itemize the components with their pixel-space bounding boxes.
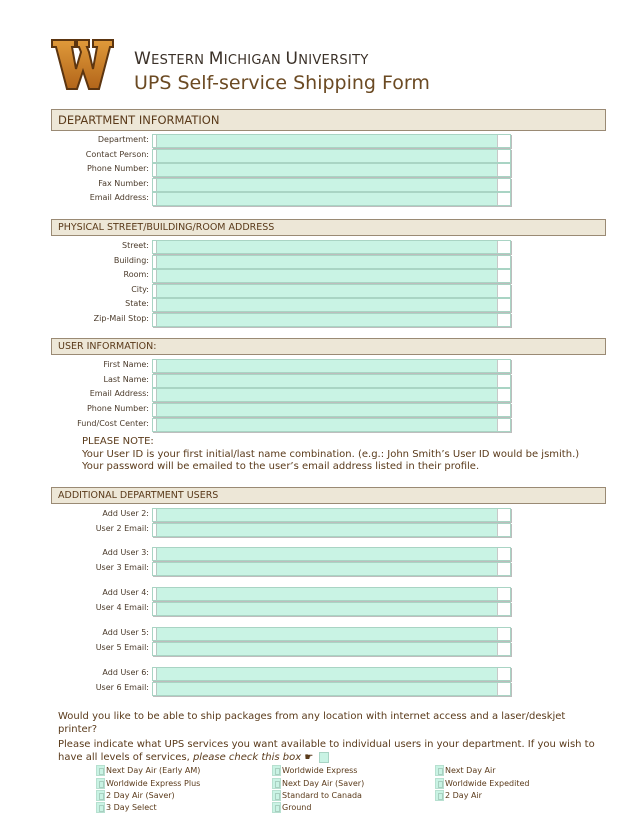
fund-cost-center-field[interactable]	[152, 418, 511, 432]
department-field[interactable]	[152, 134, 511, 148]
add-user-3-field[interactable]	[152, 547, 511, 561]
field-label: Phone Number:	[86, 404, 149, 413]
field-label: First Name:	[103, 360, 149, 369]
dept-phone-field[interactable]	[152, 163, 511, 177]
form-row	[0, 547, 640, 561]
field-label: Building:	[113, 256, 149, 265]
checkbox[interactable]	[272, 765, 281, 776]
form-row	[0, 642, 640, 656]
service-option[interactable]: Worldwide Expedited	[435, 778, 529, 789]
form-row	[0, 269, 640, 283]
building-field[interactable]	[152, 255, 511, 269]
form-row	[0, 682, 640, 696]
field-label: User 3 Email:	[95, 563, 149, 572]
user-6-email-field[interactable]	[152, 682, 511, 696]
form-row	[0, 192, 640, 206]
field-label: Contact Person:	[85, 150, 149, 159]
services-prompt: Please indicate what UPS services you want available to individual users in your department. If you wish to have all levels of services, please check this box ☛	[58, 739, 595, 763]
service-option[interactable]: Standard to Canada	[272, 790, 362, 801]
form-row	[0, 163, 640, 177]
form-row	[0, 284, 640, 298]
field-label: User 4 Email:	[95, 603, 149, 612]
field-label: Email Address:	[89, 193, 149, 202]
add-user-5-field[interactable]	[152, 627, 511, 641]
ship-anywhere-question: Would you like to be able to ship packages from any location with internet access and a laser/deskjet printer?	[58, 711, 566, 735]
section-physical-address: PHYSICAL STREET/BUILDING/ROOM ADDRESS	[51, 219, 606, 236]
user-3-email-field[interactable]	[152, 562, 511, 576]
service-option[interactable]: Next Day Air (Saver)	[272, 778, 364, 789]
room-field[interactable]	[152, 269, 511, 283]
field-label: State:	[125, 299, 149, 308]
form-row	[0, 508, 640, 522]
form-row	[0, 298, 640, 312]
form-row	[0, 374, 640, 388]
user-4-email-field[interactable]	[152, 602, 511, 616]
form-row	[0, 523, 640, 537]
user-2-email-field[interactable]	[152, 523, 511, 537]
add-user-4-field[interactable]	[152, 587, 511, 601]
city-field[interactable]	[152, 284, 511, 298]
field-label: Add User 4:	[102, 588, 149, 597]
field-label: Add User 6:	[102, 668, 149, 677]
form-row	[0, 359, 640, 373]
service-option[interactable]: Ground	[272, 802, 311, 813]
field-label: User 2 Email:	[95, 524, 149, 533]
form-row	[0, 418, 640, 432]
form-row	[0, 602, 640, 616]
checkbox[interactable]	[272, 802, 281, 813]
field-label: Department:	[97, 135, 149, 144]
checkbox[interactable]	[435, 778, 444, 789]
contact-person-field[interactable]	[152, 149, 511, 163]
form-row	[0, 178, 640, 192]
field-label: Phone Number:	[86, 164, 149, 173]
service-option[interactable]: Next Day Air (Early AM)	[96, 765, 200, 776]
state-field[interactable]	[152, 298, 511, 312]
wmu-logo	[51, 38, 114, 91]
field-label: Room:	[123, 270, 149, 279]
field-label: Street:	[121, 241, 149, 250]
form-row	[0, 667, 640, 681]
add-user-6-field[interactable]	[152, 667, 511, 681]
field-label: Add User 5:	[102, 628, 149, 637]
service-option[interactable]: 3 Day Select	[96, 802, 157, 813]
section-additional-users: ADDITIONAL DEPARTMENT USERS	[51, 487, 606, 504]
form-row	[0, 313, 640, 327]
checkbox[interactable]	[96, 778, 105, 789]
field-label: Add User 2:	[102, 509, 149, 518]
form-row	[0, 240, 640, 254]
field-label: Fax Number:	[98, 179, 149, 188]
field-label: User 5 Email:	[95, 643, 149, 652]
form-row	[0, 388, 640, 402]
section-department-information: DEPARTMENT INFORMATION	[51, 109, 606, 131]
field-label: Email Address:	[89, 389, 149, 398]
note-title: PLEASE NOTE:	[82, 436, 154, 447]
form-row	[0, 403, 640, 417]
field-label: City:	[131, 285, 149, 294]
service-option[interactable]: 2 Day Air	[435, 790, 482, 801]
field-label: User 6 Email:	[95, 683, 149, 692]
form-title: UPS Self-service Shipping Form	[134, 72, 430, 94]
service-option[interactable]: Worldwide Express	[272, 765, 357, 776]
checkbox[interactable]	[435, 765, 444, 776]
form-row	[0, 587, 640, 601]
user-email-field[interactable]	[152, 388, 511, 402]
please-note	[82, 436, 579, 474]
field-label: Zip-Mail Stop:	[93, 314, 149, 323]
street-field[interactable]	[152, 240, 511, 254]
dept-email-field[interactable]	[152, 192, 511, 206]
checkbox[interactable]	[96, 802, 105, 813]
checkbox[interactable]	[272, 790, 281, 801]
pointer-icon: ☛	[304, 752, 314, 763]
field-label: Add User 3:	[102, 548, 149, 557]
checkbox[interactable]	[435, 790, 444, 801]
last-name-field[interactable]	[152, 374, 511, 388]
checkbox[interactable]	[96, 790, 105, 801]
section-user-information: USER INFORMATION:	[51, 338, 606, 355]
checkbox[interactable]	[96, 765, 105, 776]
form-row	[0, 627, 640, 641]
zip-mail-stop-field[interactable]	[152, 313, 511, 327]
add-user-2-field[interactable]	[152, 508, 511, 522]
service-option[interactable]: Worldwide Express Plus	[96, 778, 200, 789]
note-line-1: Your User ID is your first initial/last name combination. (e.g.: John Smith’s User ID would be jsmith.)	[82, 448, 580, 460]
field-label: Last Name:	[103, 375, 149, 384]
service-option[interactable]: Next Day Air	[435, 765, 496, 776]
all-services-checkbox[interactable]	[319, 752, 329, 763]
service-option[interactable]: 2 Day Air (Saver)	[96, 790, 175, 801]
checkbox[interactable]	[272, 778, 281, 789]
note-line-2: Your password will be emailed to the user’s email address listed in their profile.	[82, 461, 480, 472]
form-row	[0, 134, 640, 148]
field-label: Fund/Cost Center:	[77, 419, 149, 428]
user-phone-field[interactable]	[152, 403, 511, 417]
user-5-email-field[interactable]	[152, 642, 511, 656]
university-name: WESTERN MICHIGAN UNIVERSITY	[134, 49, 369, 69]
fax-field[interactable]	[152, 178, 511, 192]
form-row	[0, 562, 640, 576]
form-row	[0, 255, 640, 269]
first-name-field[interactable]	[152, 359, 511, 373]
form-row	[0, 149, 640, 163]
